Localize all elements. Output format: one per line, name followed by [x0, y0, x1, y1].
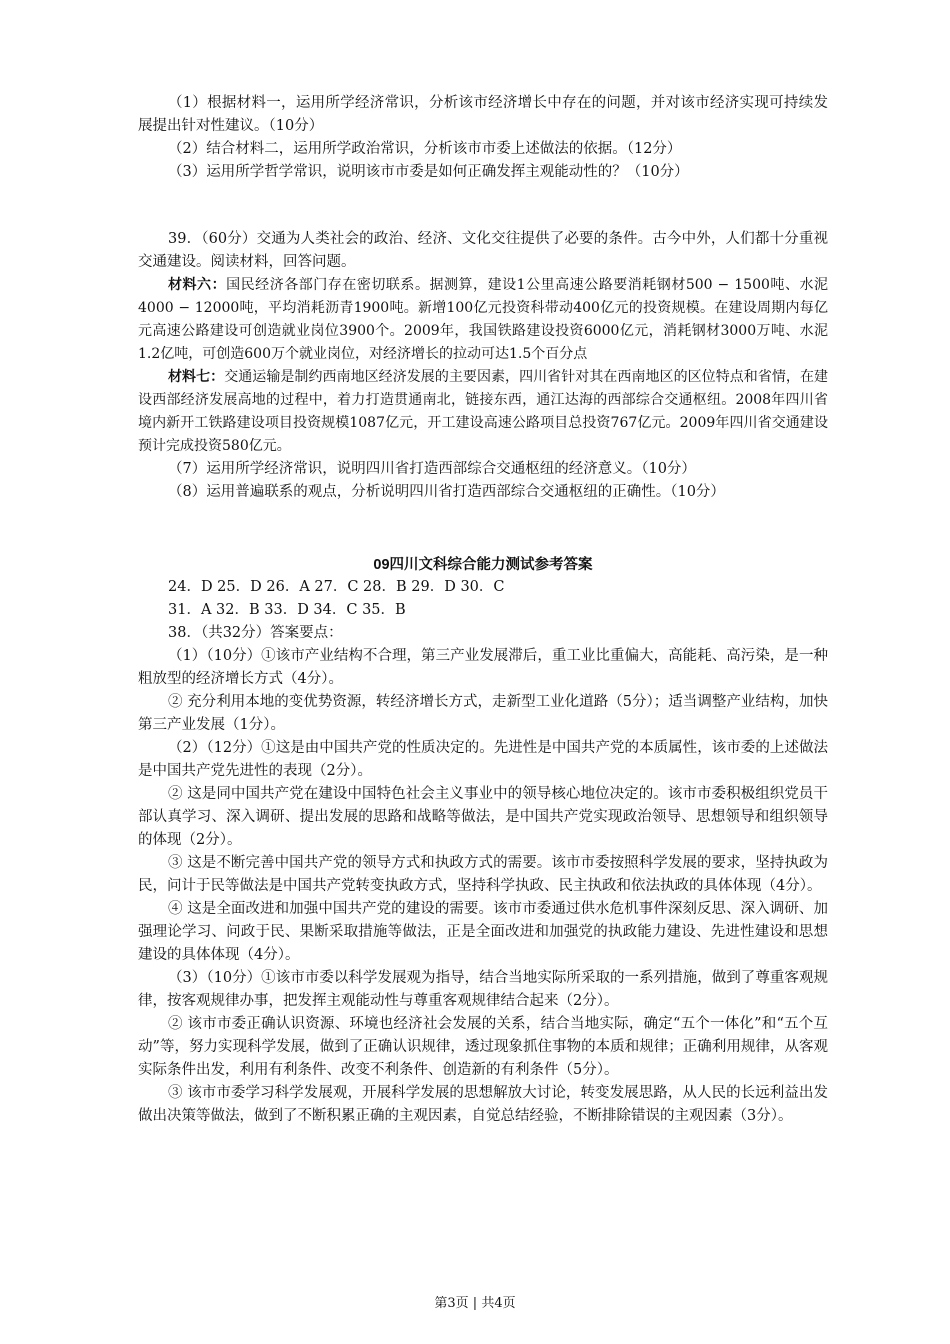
answer-3-point-1: （3）（10分）①该市市委以科学发展观为指导，结合当地实际所采取的一系列措施，做到了尊重客观规律，按客观规律办事，把发挥主观能动性与尊重客观规律结合起来（2分）。 — [138, 970, 828, 1009]
q38-part-2: （2）结合材料二，运用所学政治常识，分析该市市委上述做法的依据。（12分） — [168, 141, 682, 157]
material-six — [138, 274, 828, 366]
material-seven-text: 交通运输是制约西南地区经济发展的主要因素，四川省针对其在西南地区的区位特点和省情，在建设西部经济发展高地的过程中，着力打造贯通南北，链接东西，通江达海的西部综合交通枢纽。2008年四川省境内新开工铁路建设项目投资规模1087亿元，开工建设高速公路项目总投资767亿元。2009年四川省交通建设预计完成投资580亿元。 — [138, 369, 829, 454]
q38-part-3: （3）运用所学哲学常识，说明该市市委是如何正确发挥主观能动性的？（10分） — [168, 164, 689, 180]
material-seven-label: 材料七： — [168, 369, 225, 385]
material-six-text: 国民经济各部门存在密切联系。据测算，建设1公里高速公路要消耗钢材500 − 1500吨、水泥4000 − 12000吨，平均消耗沥青1900吨。新增100亿元投资科带动400亿元的投资规模。在建设周期内每亿元高速公路建设可创造就业岗位3900个。2009年，我国铁路建设投资6000亿元，消耗钢材3000万吨、水泥1.2亿吨，可创造600万个就业岗位，对经济增长的拉动可达1.5个百分点 — [138, 277, 828, 362]
material-six-label: 材料六： — [168, 277, 227, 293]
answer-2-point-1: （2）（12分）①这是由中国共产党的性质决定的。先进性是中国共产党的本质属性，该市委的上述做法是中国共产党先进性的表现（2分）。 — [138, 740, 828, 779]
answer-1-point-2: ② 充分利用本地的变优势资源，转经济增长方式，走新型工业化道路（5分）；适当调整产业结构，加快第三产业发展（1分）。 — [138, 694, 828, 733]
q38-part-1: （1）根据材料一，运用所学经济常识，分析该市经济增长中存在的问题，并对该市经济实现可持续发展提出针对性建议。（10分） — [138, 95, 828, 134]
answer-38-heading: 38．（共32分）答案要点： — [168, 625, 343, 641]
answer-2-point-2: ② 这是同中国共产党在建设中国特色社会主义事业中的领导核心地位决定的。该市市委积极组织党员干部认真学习、深入调研、提出发展的思路和战略等做法，是中国共产党实现政治领导、思想领导和组织领导的体现（2分）。 — [138, 786, 828, 848]
q39-intro: 39．（60分）交通为人类社会的政治、经济、文化交往提供了必要的条件。古今中外，人们都十分重视交通建设。阅读材料，回答问题。 — [138, 231, 828, 270]
mc-answers-line-1: 24．D 25．D 26．A 27．C 28．B 29．D 30．C — [168, 579, 505, 595]
q39-part-8: （8）运用普遍联系的观点，分析说明四川省打造西部综合交通枢纽的正确性。（10分） — [168, 484, 725, 500]
document-page — [138, 92, 828, 1128]
answer-3-point-2: ② 该市市委正确认识资源、环境也经济社会发展的关系，结合当地实际，确定“五个一体化”和“五个互动”等，努力实现科学发展，做到了正确认识规律，透过现象抓住事物的本质和规律；正确利用规律，从客观实际条件出发，利用有利条件、改变不利条件、创造新的有利条件（5分）。 — [138, 1016, 828, 1078]
q39-part-7: （7）运用所学经济常识，说明四川省打造西部综合交通枢纽的经济意义。（10分） — [168, 461, 696, 477]
mc-answers-line-2: 31．A 32．B 33．D 34．C 35．B — [168, 602, 406, 618]
answer-1-point-1: （1）（10分）①该市产业结构不合理，第三产业发展滞后，重工业比重偏大，高能耗、高污染，是一种粗放型的经济增长方式（4分）。 — [138, 648, 828, 687]
page-footer: 第3页 | 共4页 — [434, 1296, 516, 1311]
answer-3-point-3: ③ 该市市委学习科学发展观，开展科学发展的思想解放大讨论，转变发展思路，从人民的长远利益出发做出决策等做法，做到了不断积累正确的主观因素，自觉总结经验，不断排除错误的主观因素（3分）。 — [138, 1085, 828, 1124]
answer-2-point-4: ④ 这是全面改进和加强中国共产党的建设的需要。该市市委通过供水危机事件深刻反思、深入调研、加强理论学习、问政于民、果断采取措施等做法，正是全面改进和加强党的执政能力建设、先进性建设和思想建设的具体体现（4分）。 — [138, 901, 828, 963]
answers-title: 09四川文科综合能力测试参考答案 — [373, 557, 593, 573]
answer-2-point-3: ③ 这是不断完善中国共产党的领导方式和执政方式的需要。该市市委按照科学发展的要求，坚持执政为民，问计于民等做法是中国共产党转变执政方式，坚持科学执政、民主执政和依法执政的具体体现（4分）。 — [138, 855, 828, 894]
material-seven — [138, 366, 828, 458]
